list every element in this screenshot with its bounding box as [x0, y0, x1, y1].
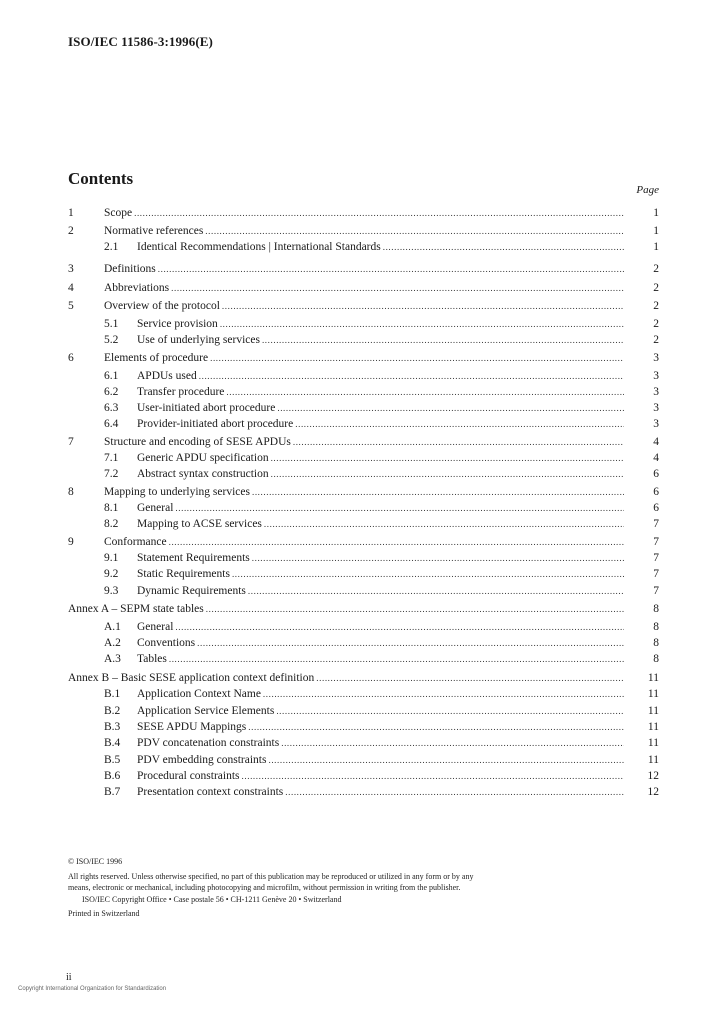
toc-entry-page: 2 [653, 263, 659, 275]
toc-entry-title[interactable]: Annex B – Basic SESE application context definition [68, 672, 315, 684]
dot-leader [232, 566, 624, 582]
contents-heading: Contents [68, 169, 134, 188]
toc-entry-title[interactable]: Mapping to ACSE services [137, 518, 262, 530]
toc-entry-title[interactable]: Mapping to underlying services [104, 486, 250, 498]
dot-leader [293, 434, 624, 450]
toc-entry[interactable] [0, 516, 720, 532]
toc-entry-page: 4 [653, 436, 659, 448]
copyright-watermark: Copyright International Organization for Standardization [18, 986, 167, 992]
toc-entry-number: 7 [68, 436, 74, 448]
dot-leader [281, 735, 624, 751]
toc-entry-number: 2.1 [104, 241, 119, 253]
toc-entry[interactable] [0, 670, 720, 686]
toc-entry-title[interactable]: SESE APDU Mappings [137, 721, 247, 733]
toc-entry-number: B.3 [104, 721, 121, 733]
toc-entry[interactable] [0, 719, 720, 735]
toc-entry-title[interactable]: Conventions [137, 637, 196, 649]
toc-entry-number: 6.2 [104, 386, 119, 398]
dot-leader [295, 416, 624, 432]
toc-entry-number: 9.3 [104, 585, 119, 597]
toc-entry-number: B.7 [104, 786, 121, 798]
dot-leader [263, 686, 624, 702]
toc-entry[interactable] [0, 416, 720, 432]
dot-leader [158, 261, 624, 277]
dot-leader [252, 550, 624, 566]
copyright-line: © ISO/IEC 1996 [68, 857, 123, 866]
toc-entry-page: 3 [653, 386, 659, 398]
toc-entry[interactable] [0, 550, 720, 566]
dot-leader [248, 583, 624, 599]
dot-leader [383, 239, 624, 255]
toc-entry[interactable] [0, 223, 720, 239]
dot-leader [206, 601, 624, 617]
toc-entry-number: 9 [68, 536, 74, 548]
dot-leader [134, 205, 624, 221]
toc-entry-page: 11 [647, 737, 659, 749]
toc-entry[interactable] [0, 466, 720, 482]
dot-leader [316, 670, 624, 686]
toc-entry-title[interactable]: Dynamic Requirements [137, 585, 246, 597]
dot-leader [252, 484, 624, 500]
toc-entry-page: 3 [653, 370, 659, 382]
page-number: ii [66, 972, 72, 983]
toc-entry-title[interactable]: Application Service Elements [137, 705, 275, 717]
toc-entry[interactable] [0, 384, 720, 400]
dot-leader [175, 619, 624, 635]
toc-entry-page: 6 [653, 502, 659, 514]
toc-entry[interactable] [0, 239, 720, 255]
toc-entry-page: 1 [653, 225, 659, 237]
dot-leader [276, 703, 624, 719]
dot-leader [210, 350, 624, 366]
toc-entry[interactable] [0, 566, 720, 582]
toc-entry-number: 5.1 [104, 318, 119, 330]
toc-entry-page: 1 [653, 207, 659, 219]
toc-entry[interactable] [0, 651, 720, 667]
toc-entry-title[interactable]: PDV embedding constraints [137, 754, 267, 766]
toc-entry-number: 5 [68, 300, 74, 312]
toc-entry-title[interactable]: Definitions [104, 263, 156, 275]
toc-entry[interactable] [0, 484, 720, 500]
toc-entry-title[interactable]: Transfer procedure [137, 386, 225, 398]
toc-entry-title[interactable]: Scope [104, 207, 133, 219]
page-column-label: Page [636, 184, 659, 196]
toc-entry-title[interactable]: Application Context Name [137, 688, 261, 700]
toc-entry-page: 8 [653, 653, 659, 665]
toc-entry-page: 7 [653, 585, 659, 597]
toc-entry-title[interactable]: Service provision [137, 318, 218, 330]
toc-entry-title[interactable]: Static Requirements [137, 568, 230, 580]
toc-entry-number: B.4 [104, 737, 121, 749]
toc-entry[interactable] [0, 261, 720, 277]
toc-entry[interactable] [0, 368, 720, 384]
toc-entry-title[interactable]: Abstract syntax construction [137, 468, 269, 480]
toc-entry-title[interactable]: Use of underlying services [137, 334, 260, 346]
toc-entry-page: 7 [653, 536, 659, 548]
toc-entry-title[interactable]: Presentation context constraints [137, 786, 284, 798]
toc-entry-title[interactable]: PDV concatenation constraints [137, 737, 280, 749]
toc-entry-number: 8 [68, 486, 74, 498]
toc-entry-number: 7.1 [104, 452, 119, 464]
toc-entry-page: 12 [647, 786, 659, 798]
dot-leader [242, 768, 624, 784]
toc-entry[interactable] [0, 205, 720, 221]
dot-leader [264, 516, 624, 532]
toc-entry-title[interactable]: Conformance [104, 536, 167, 548]
toc-entry[interactable] [0, 500, 720, 516]
dot-leader [268, 752, 624, 768]
toc-entry-title[interactable]: Generic APDU specification [137, 452, 269, 464]
toc-entry[interactable] [0, 400, 720, 416]
toc-entry-number: B.2 [104, 705, 121, 717]
dot-leader [285, 784, 624, 800]
toc-entry-page: 11 [647, 688, 659, 700]
toc-entry-number: 3 [68, 263, 74, 275]
toc-entry-page: 2 [653, 282, 659, 294]
toc-entry-number: B.1 [104, 688, 121, 700]
dot-leader [199, 368, 624, 384]
toc-entry-number: 6.1 [104, 370, 119, 382]
dot-leader [262, 332, 624, 348]
toc-entry-page: 3 [653, 352, 659, 364]
dot-leader [197, 635, 624, 651]
toc-entry-page: 6 [653, 486, 659, 498]
toc-entry-number: 6.4 [104, 418, 119, 430]
dot-leader [220, 316, 624, 332]
toc-entry-page: 6 [653, 468, 659, 480]
toc-entry-number: 2 [68, 225, 74, 237]
dot-leader [226, 384, 624, 400]
toc-entry-number: 6.3 [104, 402, 119, 414]
copyright-office-address: ISO/IEC Copyright Office • Case postale 56 • CH-1211 Genève 20 • Switzerland [82, 895, 342, 904]
toc-entry-number: 9.1 [104, 552, 119, 564]
printed-location: Printed in Switzerland [68, 909, 140, 918]
toc-entry-number: A.3 [104, 653, 121, 665]
toc-entry-title[interactable]: User-initiated abort procedure [137, 402, 276, 414]
toc-entry-page: 8 [653, 603, 659, 615]
toc-entry-page: 7 [653, 568, 659, 580]
toc-entry-page: 3 [653, 402, 659, 414]
toc-entry-page: 11 [647, 672, 659, 684]
document-identifier: ISO/IEC 11586-3:1996(E) [68, 34, 213, 49]
toc-entry-page: 8 [653, 621, 659, 633]
toc-entry-title[interactable]: Elements of procedure [104, 352, 209, 364]
toc-entry-number: 4 [68, 282, 74, 294]
toc-entry-number: 8.1 [104, 502, 119, 514]
toc-entry[interactable] [0, 735, 720, 751]
toc-entry-number: 8.2 [104, 518, 119, 530]
toc-entry[interactable] [0, 434, 720, 450]
toc-entry-page: 2 [653, 318, 659, 330]
toc-entry-page: 11 [647, 705, 659, 717]
toc-entry-page: 12 [647, 770, 659, 782]
toc-entry-page: 1 [653, 241, 659, 253]
toc-entry[interactable] [0, 450, 720, 466]
toc-entry-page: 11 [647, 754, 659, 766]
toc-entry[interactable] [0, 534, 720, 550]
toc-entry-title[interactable]: General [137, 621, 174, 633]
toc-entry-title[interactable]: Procedural constraints [137, 770, 240, 782]
toc-entry-page: 7 [653, 552, 659, 564]
toc-entry[interactable] [0, 784, 720, 800]
toc-entry[interactable] [0, 635, 720, 651]
toc-entry[interactable] [0, 583, 720, 599]
dot-leader [248, 719, 624, 735]
toc-entry-number: 9.2 [104, 568, 119, 580]
toc-entry[interactable] [0, 316, 720, 332]
toc-entry-page: 4 [653, 452, 659, 464]
dot-leader [271, 450, 624, 466]
toc-entry-page: 7 [653, 518, 659, 530]
toc-entry-title[interactable]: Annex A – SEPM state tables [68, 603, 204, 615]
toc-entry-number: 7.2 [104, 468, 119, 480]
toc-entry-title[interactable]: Identical Recommendations | International Standards [137, 241, 381, 253]
toc-entry-number: B.5 [104, 754, 121, 766]
dot-leader [175, 500, 624, 516]
toc-entry-page: 3 [653, 418, 659, 430]
dot-leader [277, 400, 624, 416]
toc-entry[interactable] [0, 332, 720, 348]
dot-leader [169, 651, 624, 667]
dot-leader [222, 298, 624, 314]
toc-entry-number: 1 [68, 207, 74, 219]
toc-entry-title[interactable]: Normative references [104, 225, 204, 237]
toc-entry-title[interactable]: Tables [137, 653, 167, 665]
toc-entry-title[interactable]: Abbreviations [104, 282, 170, 294]
toc-entry[interactable] [0, 280, 720, 296]
toc-entry[interactable] [0, 686, 720, 702]
toc-entry-number: 6 [68, 352, 74, 364]
toc-entry[interactable] [0, 752, 720, 768]
dot-leader [205, 223, 624, 239]
toc-entry-page: 2 [653, 300, 659, 312]
toc-entry-page: 2 [653, 334, 659, 346]
toc-entry-number: A.2 [104, 637, 121, 649]
dot-leader [171, 280, 624, 296]
toc-entry-title[interactable]: Structure and encoding of SESE APDUs [104, 436, 291, 448]
toc-entry[interactable] [0, 350, 720, 366]
toc-entry[interactable] [0, 298, 720, 314]
toc-entry-page: 8 [653, 637, 659, 649]
toc-entry-number: 5.2 [104, 334, 119, 346]
dot-leader [271, 466, 624, 482]
toc-entry-title[interactable]: General [137, 502, 174, 514]
toc-entry-number: A.1 [104, 621, 121, 633]
toc-entry-title[interactable]: Overview of the protocol [104, 300, 220, 312]
toc-entry-title[interactable]: Provider-initiated abort procedure [137, 418, 294, 430]
copyright-notice [68, 856, 488, 919]
toc-entry[interactable] [0, 768, 720, 784]
toc-entry[interactable] [0, 619, 720, 635]
dot-leader [169, 534, 624, 550]
toc-entry-title[interactable]: Statement Requirements [137, 552, 250, 564]
toc-entry[interactable] [0, 703, 720, 719]
toc-entry[interactable] [0, 601, 720, 617]
toc-entry-number: B.6 [104, 770, 121, 782]
toc-entry-page: 11 [647, 721, 659, 733]
rights-statement: All rights reserved. Unless otherwise specified, no part of this publication may be reproduced or utilized in any form or by any means, electronic or mechanical, including photocopying and microfilm, without permission in writing from the publisher. [68, 872, 474, 892]
toc-entry-title[interactable]: APDUs used [137, 370, 197, 382]
